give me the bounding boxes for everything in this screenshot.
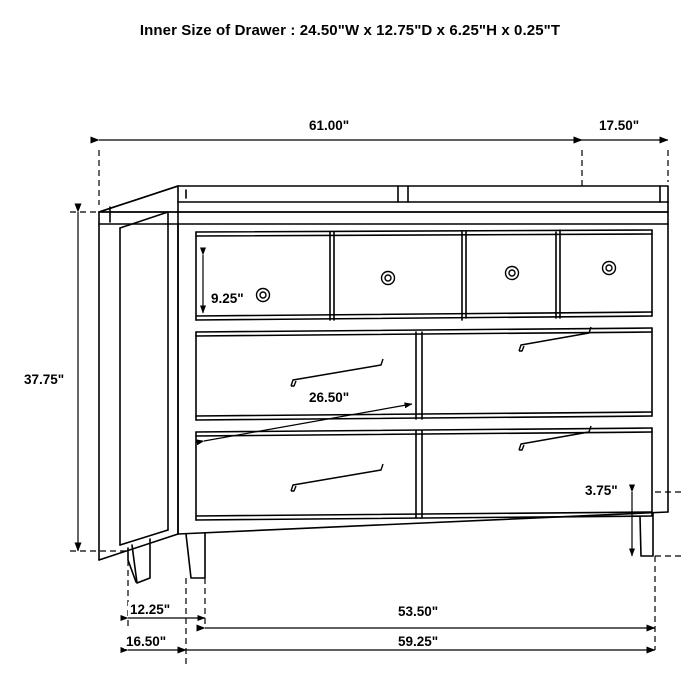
dimension-label-base-width: 59.25": [398, 634, 439, 649]
dimension-label-drawer-width: 26.50": [309, 390, 350, 405]
dimension-label-small-drawer-height: 9.25": [211, 291, 244, 306]
dimension-label-overall-height: 37.75": [24, 372, 65, 387]
dimension-label-side-depth: 16.50": [126, 634, 167, 649]
page-title: Inner Size of Drawer : 24.50"W x 12.75"D x 6.25"H x 0.25"T: [139, 22, 561, 39]
dimension-label-leg-height: 3.75": [585, 483, 618, 498]
dimension-label-front-width: 53.50": [398, 604, 439, 619]
dimension-label-top-depth: 17.50": [599, 118, 640, 133]
dimension-label-top-width: 61.00": [309, 118, 350, 133]
dimension-label-foot-offset: 12.25": [130, 602, 171, 617]
